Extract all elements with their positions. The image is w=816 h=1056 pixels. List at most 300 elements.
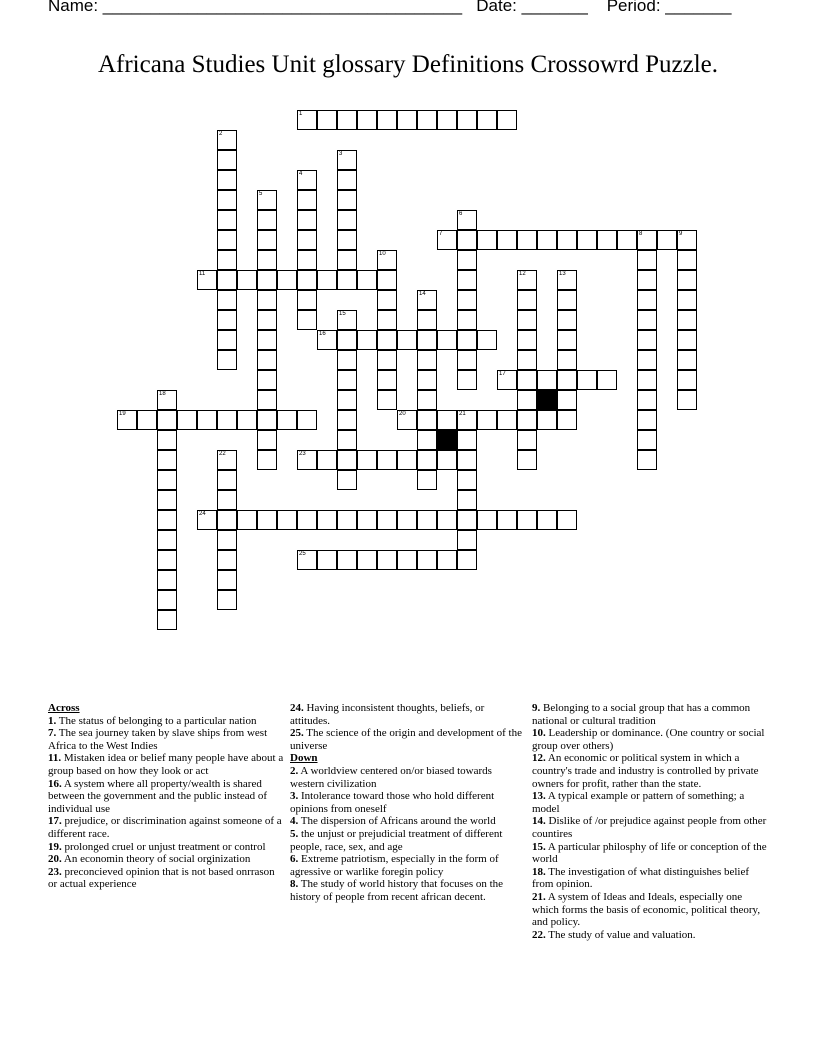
clue-item <box>48 715 284 728</box>
clue-text: A system where all property/wealth is shared between the government and the public instead of individual use <box>48 777 268 815</box>
grid-cell[interactable] <box>337 310 357 330</box>
grid-cell[interactable] <box>217 130 237 150</box>
grid-cell[interactable] <box>377 550 397 570</box>
grid-cell[interactable] <box>677 390 697 410</box>
grid-cell[interactable] <box>417 330 437 350</box>
clue-number-label: 10. <box>532 727 546 740</box>
grid-cell[interactable] <box>217 310 237 330</box>
period-field[interactable]: Period: _______ <box>606 0 732 15</box>
clue-text: A system of Ideas and Ideals, especially one which forms the basis of economic, political theory, and policy. <box>532 890 761 929</box>
grid-cell[interactable] <box>357 550 377 570</box>
clue-number-label: 16. <box>48 777 62 790</box>
grid-cell[interactable] <box>457 210 477 230</box>
grid-cell[interactable] <box>157 390 177 410</box>
clue-number-label: 15. <box>532 840 546 853</box>
grid-cell[interactable] <box>557 410 577 430</box>
grid-cell[interactable] <box>317 550 337 570</box>
clue-number: 4 <box>299 171 303 177</box>
grid-cell[interactable] <box>357 270 377 290</box>
grid-cell[interactable] <box>677 230 697 250</box>
grid-cell[interactable] <box>417 410 437 430</box>
grid-cell[interactable] <box>277 410 297 430</box>
clue-number-label: 25. <box>290 727 304 740</box>
grid-cell[interactable] <box>597 230 617 250</box>
grid-cell[interactable] <box>597 370 617 390</box>
grid-cell[interactable] <box>417 110 437 130</box>
grid-cell[interactable] <box>217 330 237 350</box>
grid-cell[interactable] <box>537 510 557 530</box>
grid-cell[interactable] <box>197 510 217 530</box>
grid-cell[interactable] <box>277 510 297 530</box>
across-heading: Across <box>48 702 80 714</box>
grid-cell[interactable] <box>257 510 277 530</box>
grid-cell[interactable] <box>397 550 417 570</box>
clue-column-1 <box>48 702 284 891</box>
grid-cell[interactable] <box>337 190 357 210</box>
grid-cell[interactable] <box>337 450 357 470</box>
clue-item <box>48 752 284 777</box>
grid-cell[interactable] <box>357 330 377 350</box>
grid-cell[interactable] <box>337 510 357 530</box>
grid-cell[interactable] <box>677 310 697 330</box>
grid-cell[interactable] <box>317 330 337 350</box>
grid-cell[interactable] <box>457 550 477 570</box>
grid-cell[interactable] <box>417 290 437 310</box>
grid-cell[interactable] <box>217 590 237 610</box>
clue-item <box>48 727 284 752</box>
clue-text: preconcieved opinion that is not based onrrason or actual experience <box>48 865 275 891</box>
grid-cell[interactable] <box>417 310 437 330</box>
grid-cell[interactable] <box>257 230 277 250</box>
grid-cell[interactable] <box>337 250 357 270</box>
clue-column-3 <box>532 702 768 941</box>
clue-text: Having inconsistent thoughts, beliefs, or attitudes. <box>290 702 485 727</box>
clue-number: 15 <box>339 311 346 317</box>
clue-number: 5 <box>259 191 263 197</box>
grid-cell[interactable] <box>557 290 577 310</box>
grid-cell[interactable] <box>377 270 397 290</box>
clue-number-label: 19. <box>48 840 62 853</box>
grid-cell[interactable] <box>477 330 497 350</box>
grid-cell[interactable] <box>337 270 357 290</box>
grid-cell[interactable] <box>177 410 197 430</box>
grid-cell[interactable] <box>517 390 537 410</box>
grid-cell[interactable] <box>377 330 397 350</box>
grid-cell[interactable] <box>217 350 237 370</box>
clue-number: 23 <box>299 451 306 457</box>
grid-cell[interactable] <box>157 530 177 550</box>
grid-cell[interactable] <box>217 450 237 470</box>
grid-cell[interactable] <box>377 290 397 310</box>
grid-cell[interactable] <box>157 510 177 530</box>
grid-cell[interactable] <box>457 430 477 450</box>
grid-cell[interactable] <box>517 430 537 450</box>
grid-cell[interactable] <box>237 510 257 530</box>
grid-cell[interactable] <box>537 230 557 250</box>
grid-cell[interactable] <box>297 250 317 270</box>
grid-cell[interactable] <box>217 510 237 530</box>
grid-cell[interactable] <box>297 310 317 330</box>
grid-cell[interactable] <box>377 510 397 530</box>
grid-cell[interactable] <box>217 290 237 310</box>
grid-cell[interactable] <box>157 570 177 590</box>
grid-cell[interactable] <box>257 390 277 410</box>
clue-number-label: 8. <box>290 878 299 891</box>
clue-item <box>48 841 284 854</box>
grid-cell[interactable] <box>157 410 177 430</box>
grid-cell[interactable] <box>437 230 457 250</box>
grid-cell[interactable] <box>557 390 577 410</box>
grid-cell[interactable] <box>497 370 517 390</box>
grid-cell[interactable] <box>157 450 177 470</box>
grid-cell[interactable] <box>457 250 477 270</box>
grid-cell[interactable] <box>157 550 177 570</box>
grid-cell[interactable] <box>657 230 677 250</box>
clue-item <box>532 727 768 752</box>
grid-cell[interactable] <box>297 170 317 190</box>
grid-cell[interactable] <box>217 570 237 590</box>
grid-cell[interactable] <box>297 290 317 310</box>
grid-cell[interactable] <box>637 370 657 390</box>
clue-number: 24 <box>199 511 206 517</box>
grid-cell[interactable] <box>257 370 277 390</box>
clue-text: Belonging to a social group that has a common national or cultural tradition <box>532 702 751 727</box>
grid-cell[interactable] <box>317 110 337 130</box>
grid-cell[interactable] <box>377 390 397 410</box>
clue-number-label: 9. <box>532 702 541 714</box>
clue-item <box>532 752 768 790</box>
grid-cell[interactable] <box>477 410 497 430</box>
grid-cell[interactable] <box>117 410 137 430</box>
name-field[interactable]: Name: ______________________________________ <box>48 0 463 15</box>
grid-cell[interactable] <box>237 270 257 290</box>
grid-cell[interactable] <box>457 330 477 350</box>
clue-number: 6 <box>459 211 463 217</box>
grid-cell[interactable] <box>637 330 657 350</box>
grid-cell[interactable] <box>297 270 317 290</box>
grid-cell[interactable] <box>217 170 237 190</box>
grid-cell[interactable] <box>637 270 657 290</box>
grid-cell[interactable] <box>257 190 277 210</box>
grid-cell[interactable] <box>217 210 237 230</box>
clue-text: The investigation of what distinguishes belief from opinion. <box>532 865 750 891</box>
clue-item <box>290 815 526 828</box>
clue-item <box>48 866 284 891</box>
grid-cell[interactable] <box>257 330 277 350</box>
grid-cell[interactable] <box>157 490 177 510</box>
grid-cell[interactable] <box>337 410 357 430</box>
grid-cell[interactable] <box>337 430 357 450</box>
grid-cell[interactable] <box>437 110 457 130</box>
grid-cell[interactable] <box>477 510 497 530</box>
grid-cell[interactable] <box>537 410 557 430</box>
date-field[interactable]: Date: _______ <box>476 0 588 15</box>
grid-cell[interactable] <box>337 390 357 410</box>
grid-cell[interactable] <box>257 310 277 330</box>
grid-cell[interactable] <box>517 450 537 470</box>
grid-cell[interactable] <box>517 270 537 290</box>
grid-cell[interactable] <box>137 410 157 430</box>
grid-cell[interactable] <box>557 230 577 250</box>
grid-cell[interactable] <box>417 450 437 470</box>
grid-cell[interactable] <box>397 410 417 430</box>
grid-cell[interactable] <box>337 210 357 230</box>
grid-cell[interactable] <box>437 510 457 530</box>
grid-cell[interactable] <box>677 270 697 290</box>
clue-item <box>532 702 768 727</box>
grid-cell[interactable] <box>217 530 237 550</box>
grid-cell[interactable] <box>157 610 177 630</box>
clue-text: A typical example or pattern of something; a model <box>532 790 745 815</box>
grid-cell[interactable] <box>497 230 517 250</box>
grid-cell[interactable] <box>397 110 417 130</box>
clue-item <box>290 828 526 853</box>
clue-number-label: 7. <box>48 727 57 740</box>
grid-cell[interactable] <box>197 270 217 290</box>
grid-cell[interactable] <box>497 410 517 430</box>
grid-cell[interactable] <box>397 510 417 530</box>
grid-cell[interactable] <box>377 110 397 130</box>
clue-item <box>290 853 526 878</box>
grid-cell[interactable] <box>557 350 577 370</box>
grid-cell[interactable] <box>417 430 437 450</box>
grid-cell[interactable] <box>457 350 477 370</box>
grid-cell[interactable] <box>577 230 597 250</box>
grid-cell[interactable] <box>637 310 657 330</box>
grid-cell[interactable] <box>337 230 357 250</box>
grid-cell[interactable] <box>557 270 577 290</box>
clue-number: 13 <box>559 271 566 277</box>
clue-text: A worldview centered on/or biased towards western civilization <box>290 764 492 790</box>
black-square <box>437 430 457 450</box>
grid-cell[interactable] <box>257 350 277 370</box>
grid-cell[interactable] <box>417 510 437 530</box>
grid-cell[interactable] <box>677 250 697 270</box>
grid-cell[interactable] <box>257 450 277 470</box>
grid-cell[interactable] <box>217 410 237 430</box>
grid-cell[interactable] <box>297 110 317 130</box>
grid-cell[interactable] <box>457 370 477 390</box>
grid-cell[interactable] <box>437 330 457 350</box>
clue-number: 12 <box>519 271 526 277</box>
grid-cell[interactable] <box>517 330 537 350</box>
grid-cell[interactable] <box>257 250 277 270</box>
grid-cell[interactable] <box>337 330 357 350</box>
grid-cell[interactable] <box>437 550 457 570</box>
grid-cell[interactable] <box>457 230 477 250</box>
clue-item <box>290 727 526 752</box>
grid-cell[interactable] <box>557 370 577 390</box>
clue-item <box>532 841 768 866</box>
clue-number-label: 23. <box>48 865 62 878</box>
clue-item <box>290 702 526 727</box>
grid-cell[interactable] <box>217 190 237 210</box>
grid-cell[interactable] <box>377 450 397 470</box>
clue-number-label: 6. <box>290 853 299 866</box>
grid-cell[interactable] <box>437 450 457 470</box>
grid-cell[interactable] <box>457 450 477 470</box>
grid-cell[interactable] <box>217 270 237 290</box>
grid-cell[interactable] <box>297 410 317 430</box>
clue-number-label: 22. <box>532 928 546 941</box>
clue-item <box>532 790 768 815</box>
grid-cell[interactable] <box>637 430 657 450</box>
grid-cell[interactable] <box>637 290 657 310</box>
clue-text: The status of belonging to a particular nation <box>56 714 257 727</box>
clue-number-label: 3. <box>290 790 299 803</box>
grid-cell[interactable] <box>637 230 657 250</box>
clue-number: 11 <box>199 271 206 277</box>
grid-cell[interactable] <box>257 210 277 230</box>
clue-number-label: 24. <box>290 702 304 714</box>
grid-cell[interactable] <box>417 550 437 570</box>
grid-cell[interactable] <box>337 370 357 390</box>
grid-cell[interactable] <box>337 170 357 190</box>
grid-cell[interactable] <box>337 110 357 130</box>
grid-cell[interactable] <box>637 250 657 270</box>
grid-cell[interactable] <box>357 110 377 130</box>
grid-cell[interactable] <box>337 350 357 370</box>
grid-cell[interactable] <box>497 110 517 130</box>
grid-cell[interactable] <box>257 410 277 430</box>
grid-cell[interactable] <box>637 410 657 430</box>
grid-cell[interactable] <box>297 210 317 230</box>
grid-cell[interactable] <box>257 270 277 290</box>
grid-cell[interactable] <box>477 110 497 130</box>
clue-text: prolonged cruel or unjust treatment or control <box>61 840 266 853</box>
grid-cell[interactable] <box>257 290 277 310</box>
clue-number-label: 11. <box>48 752 62 765</box>
grid-cell[interactable] <box>377 310 397 330</box>
grid-cell[interactable] <box>377 370 397 390</box>
grid-cell[interactable] <box>257 430 277 450</box>
clue-number-label: 4. <box>290 815 299 828</box>
clue-text: The study of value and valuation. <box>545 928 696 941</box>
grid-cell[interactable] <box>437 410 457 430</box>
grid-cell[interactable] <box>417 370 437 390</box>
grid-cell[interactable] <box>457 490 477 510</box>
clue-number: 14 <box>419 291 426 297</box>
grid-cell[interactable] <box>417 470 437 490</box>
clue-number-label: 18. <box>532 865 546 878</box>
grid-cell[interactable] <box>157 470 177 490</box>
grid-cell[interactable] <box>397 450 417 470</box>
grid-cell[interactable] <box>557 330 577 350</box>
grid-cell[interactable] <box>297 230 317 250</box>
grid-cell[interactable] <box>517 350 537 370</box>
clue-number: 2 <box>219 131 223 137</box>
grid-cell[interactable] <box>457 110 477 130</box>
clue-number-label: 17. <box>48 815 62 828</box>
clue-number: 9 <box>679 231 683 237</box>
grid-cell[interactable] <box>297 510 317 530</box>
grid-cell[interactable] <box>457 410 477 430</box>
black-square <box>537 390 557 410</box>
clue-item <box>290 878 526 903</box>
grid-cell[interactable] <box>217 470 237 490</box>
clue-number: 10 <box>379 251 386 257</box>
clue-text: The science of the origin and development of the universe <box>290 727 522 752</box>
grid-cell[interactable] <box>517 370 537 390</box>
grid-cell[interactable] <box>577 370 597 390</box>
grid-cell[interactable] <box>297 450 317 470</box>
grid-cell[interactable] <box>217 150 237 170</box>
grid-cell[interactable] <box>337 550 357 570</box>
grid-cell[interactable] <box>457 530 477 550</box>
grid-cell[interactable] <box>637 350 657 370</box>
grid-cell[interactable] <box>457 310 477 330</box>
grid-cell[interactable] <box>237 410 257 430</box>
grid-cell[interactable] <box>357 510 377 530</box>
grid-cell[interactable] <box>677 350 697 370</box>
grid-cell[interactable] <box>637 450 657 470</box>
grid-cell[interactable] <box>297 190 317 210</box>
clue-text: An economic or political system in which a country's trade and industry is controlled by private owners for profit, rather than the state. <box>532 752 759 790</box>
grid-cell[interactable] <box>377 250 397 270</box>
grid-cell[interactable] <box>317 510 337 530</box>
grid-cell[interactable] <box>297 550 317 570</box>
clue-number: 1 <box>299 111 303 117</box>
grid-cell[interactable] <box>677 370 697 390</box>
grid-cell[interactable] <box>517 310 537 330</box>
grid-cell[interactable] <box>677 290 697 310</box>
grid-cell[interactable] <box>477 230 497 250</box>
grid-cell[interactable] <box>517 510 537 530</box>
clue-column-2 <box>290 702 526 904</box>
grid-cell[interactable] <box>517 290 537 310</box>
grid-cell[interactable] <box>617 230 637 250</box>
grid-cell[interactable] <box>317 450 337 470</box>
grid-cell[interactable] <box>457 470 477 490</box>
grid-cell[interactable] <box>537 370 557 390</box>
grid-cell[interactable] <box>417 350 437 370</box>
clue-item <box>290 765 526 790</box>
clue-text: Leadership or dominance. (One country or social group over others) <box>532 727 765 752</box>
grid-cell[interactable] <box>557 510 577 530</box>
grid-cell[interactable] <box>277 270 297 290</box>
grid-cell[interactable] <box>157 430 177 450</box>
grid-cell[interactable] <box>337 470 357 490</box>
grid-cell[interactable] <box>517 230 537 250</box>
clue-text: Intolerance toward those who hold different opinions from oneself <box>290 790 495 815</box>
grid-cell[interactable] <box>497 510 517 530</box>
grid-cell[interactable] <box>557 310 577 330</box>
grid-cell[interactable] <box>637 390 657 410</box>
clue-number-label: 12. <box>532 752 546 765</box>
grid-cell[interactable] <box>357 450 377 470</box>
grid-cell[interactable] <box>217 490 237 510</box>
grid-cell[interactable] <box>317 270 337 290</box>
grid-cell[interactable] <box>217 550 237 570</box>
grid-cell[interactable] <box>457 270 477 290</box>
clue-number: 19 <box>119 411 126 417</box>
clue-item <box>48 815 284 840</box>
grid-cell[interactable] <box>157 590 177 610</box>
grid-cell[interactable] <box>457 290 477 310</box>
grid-cell[interactable] <box>517 410 537 430</box>
grid-cell[interactable] <box>197 410 217 430</box>
grid-cell[interactable] <box>457 510 477 530</box>
down-heading: Down <box>290 752 318 765</box>
grid-cell[interactable] <box>217 250 237 270</box>
grid-cell[interactable] <box>217 230 237 250</box>
clue-text: The study of world history that focuses on the history of people from recent african decent. <box>290 878 504 903</box>
grid-cell[interactable] <box>417 390 437 410</box>
grid-cell[interactable] <box>337 150 357 170</box>
grid-cell[interactable] <box>677 330 697 350</box>
grid-cell[interactable] <box>397 330 417 350</box>
grid-cell[interactable] <box>377 350 397 370</box>
